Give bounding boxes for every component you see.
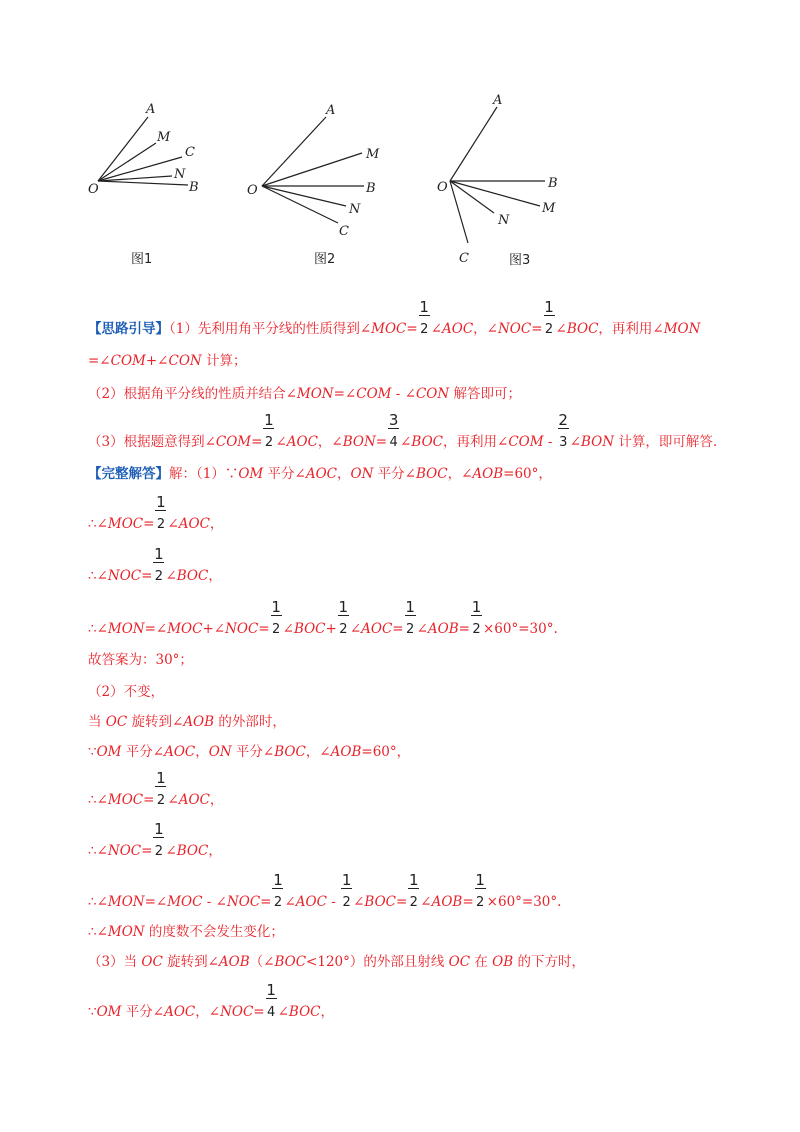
math: AOC bbox=[164, 1004, 196, 1020]
text: = bbox=[258, 621, 270, 637]
fig3-caption: 图3 bbox=[509, 253, 531, 268]
text: ∠ bbox=[282, 621, 294, 637]
text: 平分∠ bbox=[263, 466, 306, 482]
text: <120°）的外部且射线 bbox=[306, 954, 449, 970]
text: ，∠ bbox=[447, 466, 473, 482]
fraction bbox=[405, 598, 416, 638]
text: = bbox=[260, 894, 272, 910]
math: COM bbox=[215, 434, 252, 450]
text: =60°， bbox=[361, 744, 411, 760]
denominator: 2 bbox=[264, 435, 274, 450]
math: AOB bbox=[431, 894, 463, 910]
math: MON bbox=[107, 894, 145, 910]
math: BOC bbox=[566, 321, 599, 337]
fig2-caption: 图2 bbox=[314, 252, 336, 267]
fraction bbox=[471, 598, 482, 638]
geometry-figures bbox=[0, 0, 800, 290]
text: ，∠ bbox=[317, 434, 343, 450]
text: = bbox=[143, 792, 155, 808]
numerator: 1 bbox=[338, 598, 349, 616]
text: ， bbox=[337, 466, 351, 482]
denominator: 4 bbox=[266, 1005, 276, 1020]
line-8 bbox=[88, 598, 558, 638]
line-15 bbox=[88, 871, 562, 911]
text: （3）当 bbox=[88, 954, 142, 970]
fraction bbox=[475, 871, 486, 911]
numerator: 1 bbox=[266, 981, 276, 999]
math: AOC bbox=[164, 744, 196, 760]
text: ， bbox=[208, 843, 222, 859]
line-9 bbox=[88, 652, 193, 668]
line-13 bbox=[88, 769, 224, 809]
text: 故答案为：30°； bbox=[88, 652, 193, 668]
text: ， bbox=[209, 792, 224, 808]
text: =∠ bbox=[88, 353, 111, 369]
text: （2）不变， bbox=[88, 684, 165, 700]
fig3-label-m: M bbox=[542, 201, 556, 216]
numerator: 1 bbox=[475, 871, 485, 889]
denominator: 2 bbox=[405, 622, 415, 637]
numerator: 1 bbox=[154, 545, 164, 563]
numerator: 1 bbox=[271, 598, 281, 616]
math: NOC bbox=[497, 321, 532, 337]
text: ，∠ bbox=[305, 744, 331, 760]
text: 解：（1）∵ bbox=[169, 466, 239, 482]
text: - ∠ bbox=[391, 386, 416, 402]
fig2-label-m: M bbox=[366, 147, 380, 162]
text: ∴∠ bbox=[88, 894, 108, 910]
math: AOC bbox=[305, 466, 337, 482]
text: 在 bbox=[470, 954, 493, 970]
math: BOC bbox=[293, 621, 326, 637]
line-4 bbox=[88, 411, 718, 451]
denominator: 2 bbox=[476, 895, 485, 910]
denominator: 2 bbox=[156, 793, 166, 808]
text: =∠ bbox=[333, 386, 357, 402]
text: ，再利用∠ bbox=[598, 321, 664, 337]
text: +∠ bbox=[202, 621, 226, 637]
denominator: 2 bbox=[156, 517, 166, 532]
line-17 bbox=[88, 954, 585, 970]
numerator: 2 bbox=[558, 411, 568, 429]
fig3-label-b: B bbox=[548, 176, 558, 191]
math: BON bbox=[342, 434, 376, 450]
fig1-ray-oa bbox=[98, 117, 148, 181]
fraction bbox=[558, 411, 569, 451]
fig1-label-n: N bbox=[174, 167, 186, 182]
text: （3）根据题意得到∠ bbox=[88, 434, 216, 450]
text: 计算； bbox=[201, 353, 247, 369]
math: MON bbox=[107, 621, 145, 637]
text: ∠ bbox=[167, 516, 179, 532]
text: ∵ bbox=[88, 744, 97, 760]
math: AOB bbox=[472, 466, 504, 482]
math: MON bbox=[107, 924, 145, 940]
line-10 bbox=[88, 684, 164, 700]
math: OC bbox=[141, 954, 163, 970]
text: （2）根据角平分线的性质并结合∠ bbox=[88, 386, 297, 402]
math: BOC bbox=[176, 843, 209, 859]
math: CON bbox=[415, 386, 450, 402]
text: ∴∠ bbox=[88, 843, 108, 859]
text: ×60°=30°. bbox=[486, 894, 562, 910]
fig1-ray-oc bbox=[98, 157, 182, 181]
numerator: 1 bbox=[264, 411, 274, 429]
text: ×60°=30°. bbox=[482, 621, 558, 637]
math: NOC bbox=[225, 621, 259, 637]
math: AOB bbox=[183, 714, 215, 730]
numerator: 3 bbox=[388, 411, 399, 429]
text: 的外部时， bbox=[214, 714, 286, 730]
math: BOC bbox=[274, 954, 307, 970]
math: AOC bbox=[178, 516, 210, 532]
text: +∠ bbox=[145, 353, 169, 369]
fig1-label-o: O bbox=[88, 182, 99, 197]
text: ， bbox=[320, 1004, 334, 1020]
denominator: 2 bbox=[342, 895, 351, 910]
figure-2 bbox=[247, 103, 380, 267]
math: AOB bbox=[427, 621, 459, 637]
fraction bbox=[419, 298, 430, 338]
fig1-label-c: C bbox=[185, 145, 195, 160]
fig2-label-a: A bbox=[326, 103, 336, 118]
fig2-label-o: O bbox=[247, 183, 258, 198]
math: MOC bbox=[167, 621, 203, 637]
text: ∠ bbox=[349, 621, 362, 637]
text: 的度数不会发生变化； bbox=[144, 924, 284, 940]
fig2-label-b: B bbox=[366, 181, 376, 196]
text: = bbox=[141, 568, 153, 584]
fig1-ray-on bbox=[98, 176, 172, 181]
text: ， bbox=[209, 516, 224, 532]
fig1-label-a: A bbox=[146, 102, 156, 117]
text: 旋转到∠ bbox=[127, 714, 184, 730]
fig3-ray-on bbox=[450, 181, 494, 213]
math: MON bbox=[663, 321, 701, 337]
math: OB bbox=[492, 954, 514, 970]
fraction bbox=[272, 871, 283, 911]
math: OC bbox=[105, 714, 128, 730]
denominator: 2 bbox=[544, 322, 554, 337]
math: CON bbox=[168, 353, 202, 369]
math: NOC bbox=[107, 843, 142, 859]
fraction bbox=[408, 871, 419, 911]
numerator: 1 bbox=[156, 769, 166, 787]
line-2 bbox=[88, 353, 247, 369]
fraction bbox=[388, 411, 399, 451]
fig1-label-b: B bbox=[189, 180, 199, 195]
math: MOC bbox=[107, 516, 144, 532]
math: BOC bbox=[411, 434, 443, 450]
text: =60°， bbox=[503, 466, 552, 482]
math: OM bbox=[96, 1004, 122, 1020]
math: NOC bbox=[226, 894, 261, 910]
line-18 bbox=[88, 981, 334, 1021]
fig3-label-o: O bbox=[437, 180, 448, 195]
line-6 bbox=[88, 493, 224, 533]
numerator: 1 bbox=[544, 298, 554, 316]
text: 当 bbox=[88, 714, 106, 730]
text: - bbox=[326, 894, 341, 910]
math: BOC bbox=[274, 744, 306, 760]
math: AOC bbox=[361, 621, 393, 637]
text: ，∠ bbox=[473, 321, 498, 337]
math: AOC bbox=[295, 894, 327, 910]
fig2-ray-oc bbox=[262, 186, 338, 223]
math: OM bbox=[96, 744, 122, 760]
text: ∠ bbox=[165, 843, 177, 859]
text: = bbox=[375, 434, 388, 450]
fig1-label-m: M bbox=[157, 130, 171, 145]
numerator: 1 bbox=[419, 298, 429, 316]
denominator: 2 bbox=[339, 622, 348, 637]
text: 平分∠ bbox=[121, 744, 165, 760]
line-5 bbox=[88, 466, 552, 482]
fig2-label-n: N bbox=[349, 202, 361, 217]
math: AOB bbox=[330, 744, 362, 760]
text: ∴∠ bbox=[88, 516, 108, 532]
fraction bbox=[153, 820, 164, 860]
text: ∠ bbox=[400, 434, 412, 450]
math: COM bbox=[110, 353, 146, 369]
math: BOC bbox=[176, 568, 209, 584]
denominator: 2 bbox=[420, 322, 429, 337]
text: = bbox=[143, 516, 155, 532]
denominator: 2 bbox=[273, 895, 283, 910]
fig3-ray-oa bbox=[450, 107, 497, 181]
fig1-caption: 图1 bbox=[131, 252, 153, 267]
numerator: 1 bbox=[156, 493, 166, 511]
line-12 bbox=[88, 744, 410, 760]
math: BOC bbox=[364, 894, 396, 910]
fraction bbox=[153, 545, 164, 585]
numerator: 1 bbox=[471, 598, 482, 616]
text: = bbox=[531, 321, 543, 337]
fraction bbox=[266, 981, 277, 1021]
text: ，再利用∠ bbox=[443, 434, 509, 450]
math: OM bbox=[238, 466, 264, 482]
text: = bbox=[141, 843, 153, 859]
math: AOB bbox=[218, 954, 250, 970]
text: = bbox=[458, 621, 470, 637]
text: ， bbox=[195, 744, 209, 760]
fraction bbox=[155, 769, 166, 809]
figure-3 bbox=[437, 93, 558, 268]
line-16 bbox=[88, 924, 284, 940]
text: ∵ bbox=[88, 1004, 97, 1020]
fig2-ray-on bbox=[262, 186, 346, 206]
text: ∠ bbox=[165, 568, 177, 584]
fraction bbox=[544, 298, 555, 338]
text: = bbox=[462, 894, 474, 910]
text: 解答即可； bbox=[449, 386, 521, 402]
denominator: 2 bbox=[271, 622, 281, 637]
text: ∠ bbox=[569, 434, 582, 450]
math: MON bbox=[296, 386, 334, 402]
fig2-label-c: C bbox=[339, 224, 349, 239]
text: ∠ bbox=[416, 621, 428, 637]
math: AOC bbox=[178, 792, 210, 808]
text: = bbox=[253, 1004, 265, 1020]
text: ∠ bbox=[353, 894, 365, 910]
text: （∠ bbox=[249, 954, 275, 970]
fraction bbox=[155, 493, 166, 533]
text: 平分∠ bbox=[231, 744, 275, 760]
fraction bbox=[338, 598, 349, 638]
text: + bbox=[325, 621, 337, 637]
numerator: 1 bbox=[405, 598, 415, 616]
text: ∴∠ bbox=[88, 924, 108, 940]
fig3-label-c: C bbox=[459, 251, 469, 266]
text: = bbox=[395, 894, 408, 910]
fraction bbox=[271, 598, 282, 638]
text: = bbox=[392, 621, 404, 637]
numerator: 1 bbox=[409, 871, 419, 889]
math: OC bbox=[448, 954, 471, 970]
fig3-label-a: A bbox=[493, 93, 503, 108]
denominator: 3 bbox=[559, 435, 568, 450]
text: ∠ bbox=[284, 894, 296, 910]
math: AOC bbox=[442, 321, 474, 337]
text: ∠ bbox=[430, 321, 443, 337]
math: MOC bbox=[371, 321, 407, 337]
math: NOC bbox=[107, 568, 142, 584]
line-1 bbox=[88, 298, 701, 338]
numerator: 1 bbox=[154, 820, 164, 838]
hint-tag: 【思路引导】 bbox=[88, 321, 169, 337]
fraction bbox=[263, 411, 274, 451]
fig1-ray-om bbox=[98, 143, 156, 181]
denominator: 2 bbox=[472, 622, 481, 637]
math: NOC bbox=[220, 1004, 254, 1020]
math: ON bbox=[350, 466, 374, 482]
line-14 bbox=[88, 820, 222, 860]
text: ∴∠ bbox=[88, 792, 108, 808]
line-3 bbox=[88, 386, 521, 402]
text: ， bbox=[208, 568, 222, 584]
text: ∠ bbox=[555, 321, 567, 337]
text: ，∠ bbox=[195, 1004, 221, 1020]
answer-tag: 【完整解答】 bbox=[88, 466, 169, 482]
text: ∠ bbox=[277, 1004, 289, 1020]
figures-area bbox=[0, 0, 800, 290]
text: ∠ bbox=[420, 894, 432, 910]
text: （1）先利用角平分线的性质得到∠ bbox=[169, 321, 372, 337]
text: 平分∠ bbox=[373, 466, 416, 482]
math: ON bbox=[208, 744, 232, 760]
fig3-label-n: N bbox=[498, 213, 510, 228]
numerator: 1 bbox=[341, 871, 352, 889]
text: 计算，即可解答. bbox=[614, 434, 718, 450]
text: =∠ bbox=[144, 621, 168, 637]
text: 平分∠ bbox=[121, 1004, 165, 1020]
text: =∠ bbox=[144, 894, 168, 910]
math: BON bbox=[581, 434, 615, 450]
text: - ∠ bbox=[202, 894, 227, 910]
text: 的下方时， bbox=[513, 954, 585, 970]
fig3-ray-oc bbox=[450, 181, 468, 243]
math: COM bbox=[508, 434, 544, 450]
text: ∠ bbox=[275, 434, 287, 450]
text: = bbox=[251, 434, 263, 450]
fraction bbox=[341, 871, 352, 911]
denominator: 2 bbox=[154, 844, 164, 859]
text: ∴∠ bbox=[88, 568, 108, 584]
math: AOC bbox=[286, 434, 318, 450]
math: BOC bbox=[416, 466, 448, 482]
text: 旋转到∠ bbox=[162, 954, 219, 970]
math: MOC bbox=[167, 894, 203, 910]
denominator: 4 bbox=[389, 435, 398, 450]
fig3-ray-om bbox=[450, 181, 540, 206]
line-7 bbox=[88, 545, 222, 585]
text: ∠ bbox=[167, 792, 179, 808]
figure-1 bbox=[88, 102, 199, 267]
math: MOC bbox=[107, 792, 144, 808]
denominator: 2 bbox=[409, 895, 418, 910]
text: ∴∠ bbox=[88, 621, 108, 637]
line-11 bbox=[88, 714, 286, 730]
math: BOC bbox=[288, 1004, 321, 1020]
text: - bbox=[543, 434, 557, 450]
math: COM bbox=[356, 386, 392, 402]
numerator: 1 bbox=[273, 871, 283, 889]
text: = bbox=[406, 321, 418, 337]
denominator: 2 bbox=[154, 569, 164, 584]
